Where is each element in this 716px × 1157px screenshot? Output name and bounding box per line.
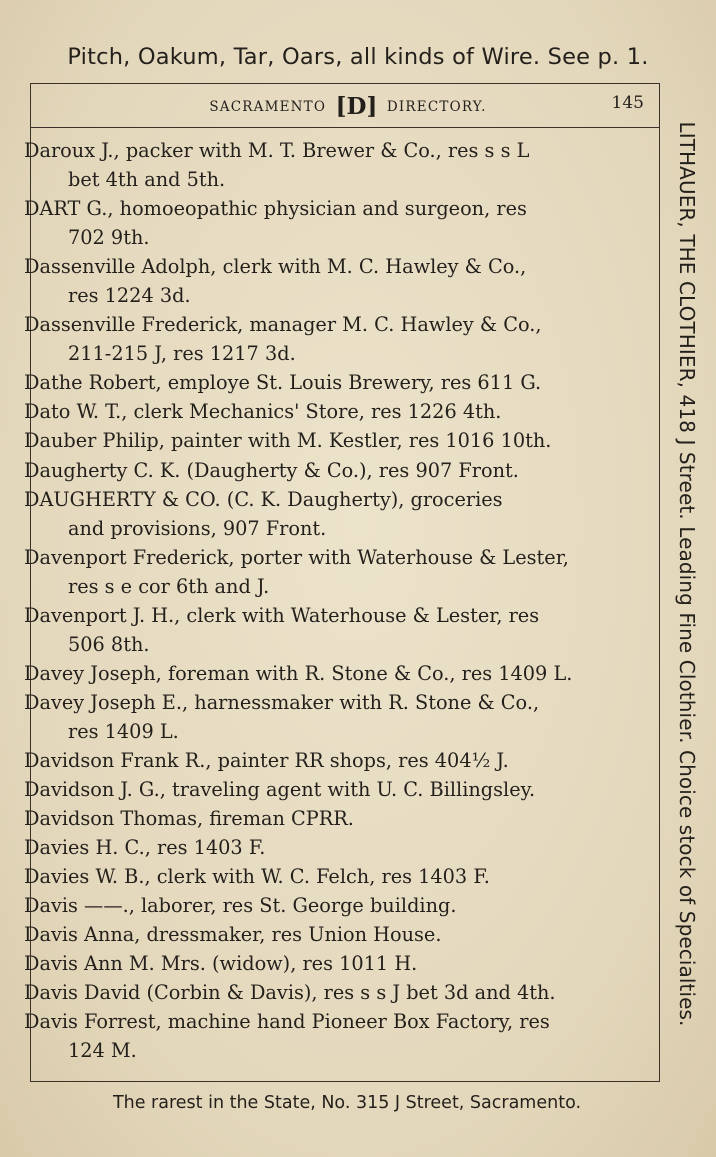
directory-entry (24, 426, 644, 455)
entry-line-1: Dassenville Adolph, clerk with M. C. Hawley & Co., (24, 255, 527, 279)
entry-line-1: Dassenville Frederick, manager M. C. Hawley & Co., (24, 313, 542, 337)
entry-line-1: Daroux J., packer with M. T. Brewer & Co., res s s L (24, 139, 530, 162)
directory-entry (24, 688, 644, 746)
entry-line-2: 211-215 J, res 1217 3d. (68, 342, 296, 366)
header-directory: DIRECTORY. (386, 99, 487, 115)
top-advertisement: Pitch, Oakum, Tar, Oars, all kinds of Wire. See p. 1. (67, 44, 649, 70)
directory-entry (24, 659, 644, 688)
entry-line-1: Daugherty C. K. (Daugherty & Co.), res 907 Front. (24, 458, 519, 482)
entry-line-2: 506 8th. (68, 632, 150, 656)
directory-entry (24, 456, 644, 485)
header-city: SACRAMENTO (209, 99, 327, 115)
directory-entry (24, 601, 644, 659)
header-letter: [D] (335, 93, 378, 120)
running-header (44, 89, 652, 119)
directory-entry (24, 833, 644, 862)
entry-line-1: Dathe Robert, employe St. Louis Brewery, res 611 G. (24, 371, 542, 395)
header-title (44, 93, 652, 120)
entry-line-1: Davis ——., laborer, res St. George building. (24, 894, 457, 918)
entry-line-1: Davis Ann M. Mrs. (widow), res 1011 H. (24, 952, 418, 976)
directory-entries (24, 136, 644, 1066)
entry-line-1: Davidson Frank R., painter RR shops, res 404½ J. (24, 748, 509, 772)
directory-entry (24, 949, 644, 978)
entry-line-1: Davey Joseph, foreman with R. Stone & Co., res 1409 L. (24, 661, 573, 685)
directory-entry (24, 1007, 644, 1065)
entry-line-2: bet 4th and 5th. (68, 168, 226, 192)
entry-line-2: res 1224 3d. (68, 284, 191, 308)
directory-entry (24, 136, 644, 194)
entry-line-1: Dauber Philip, painter with M. Kestler, res 1016 10th. (24, 429, 552, 453)
entry-line-2: res 1409 L. (68, 719, 179, 743)
side-advertisement: LITHAUER, THE CLOTHIER, 418 J Street. Leading Fine Clothier. Choice stock of Specialties. (675, 121, 699, 1027)
entry-line-1: Davis Anna, dressmaker, res Union House. (24, 923, 442, 947)
entry-line-2: res s e cor 6th and J. (68, 574, 270, 598)
directory-entry (24, 891, 644, 920)
directory-entry (24, 862, 644, 891)
header-rule (30, 127, 660, 128)
bottom-advertisement: The rarest in the State, No. 315 J Street, Sacramento. (112, 1093, 582, 1113)
directory-entry (24, 252, 644, 310)
entry-line-1: Davies H. C., res 1403 F. (24, 836, 266, 860)
entry-line-1: Davey Joseph E., harnessmaker with R. Stone & Co., (24, 690, 540, 714)
entry-line-1: Davidson Thomas, fireman CPRR. (24, 807, 354, 831)
entry-line-2: 124 M. (68, 1039, 137, 1063)
directory-entry (24, 920, 644, 949)
entry-line-1: Dato W. T., clerk Mechanics' Store, res 1226 4th. (24, 400, 502, 424)
directory-entry (24, 194, 644, 252)
entry-line-1: Davis David (Corbin & Davis), res s s J bet 3d and 4th. (24, 981, 556, 1005)
entry-line-1: DAUGHERTY & CO. (C. K. Daugherty), groceries (24, 487, 503, 511)
entry-line-1: Davies W. B., clerk with W. C. Felch, res 1403 F. (24, 865, 490, 889)
directory-entry (24, 978, 644, 1007)
directory-entry (24, 746, 644, 775)
directory-entry (24, 397, 644, 426)
page-number: 145 (611, 93, 644, 113)
entry-line-1: Davenport Frederick, porter with Waterhouse & Lester, (24, 545, 569, 569)
entry-line-2: and provisions, 907 Front. (68, 516, 327, 540)
entry-line-1: Davis Forrest, machine hand Pioneer Box Factory, res (24, 1010, 550, 1034)
entry-line-2: 702 9th. (68, 226, 150, 250)
directory-entry (24, 485, 644, 543)
entry-line-1: Davidson J. G., traveling agent with U. C. Billingsley. (24, 778, 536, 802)
directory-entry (24, 775, 644, 804)
entry-line-1: Davenport J. H., clerk with Waterhouse & Lester, res (24, 603, 540, 627)
directory-entry (24, 804, 644, 833)
directory-entry (24, 310, 644, 368)
entry-line-1: DART G., homoeopathic physician and surgeon, res (24, 197, 527, 221)
directory-entry (24, 543, 644, 601)
directory-entry (24, 368, 644, 397)
